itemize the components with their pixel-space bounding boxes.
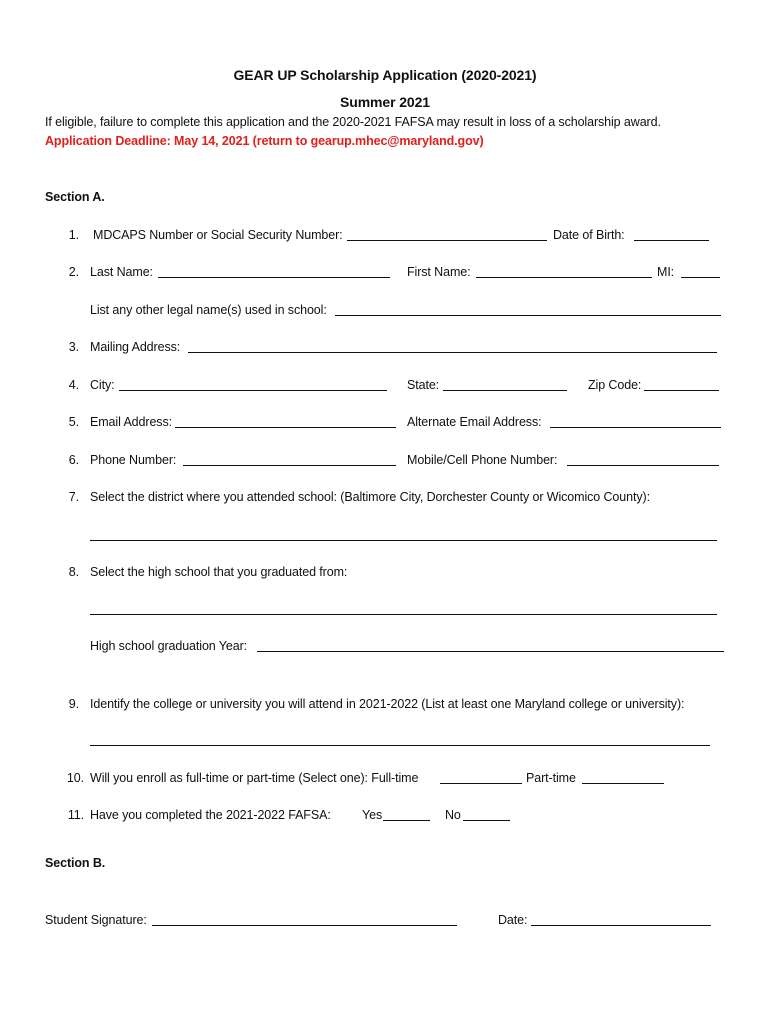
q5-number: 5. xyxy=(68,415,79,429)
mailing-address-field[interactable] xyxy=(188,352,717,353)
form-subtitle: Summer 2021 xyxy=(340,94,430,110)
student-signature-label: Student Signature: xyxy=(45,913,147,927)
fafsa-no-field[interactable] xyxy=(463,820,510,821)
q2-last-name-label: Last Name: xyxy=(90,265,153,279)
q4-zip-label: Zip Code: xyxy=(588,378,642,392)
college-field[interactable] xyxy=(90,745,710,746)
eligibility-notice: If eligible, failure to complete this application and the 2020-2021 FAFSA may result in loss of a scholarship award. xyxy=(45,115,661,129)
q4-state-label: State: xyxy=(407,378,440,392)
q10-enrollment-label: Will you enroll as full-time or part-time (Select one): Full-time xyxy=(90,771,419,785)
mdcaps-ssn-field[interactable] xyxy=(347,240,547,241)
other-legal-names-label: List any other legal name(s) used in school: xyxy=(90,303,327,317)
q7-district-label: Select the district where you attended school: (Baltimore City, Dorchester County or Wicomico County): xyxy=(90,490,650,504)
q5-alt-email-label: Alternate Email Address: xyxy=(407,415,542,429)
graduation-year-label: High school graduation Year: xyxy=(90,639,248,653)
q2-mi-label: MI: xyxy=(657,265,675,279)
q4-city-label: City: xyxy=(90,378,115,392)
q8-number: 8. xyxy=(68,565,79,579)
q2-first-name-label: First Name: xyxy=(407,265,471,279)
email-address-field[interactable] xyxy=(175,427,396,428)
graduation-year-field[interactable] xyxy=(257,651,724,652)
q6-mobile-label: Mobile/Cell Phone Number: xyxy=(407,453,558,467)
q10-number: 10. xyxy=(66,771,84,785)
full-time-field[interactable] xyxy=(440,783,522,784)
signature-date-field[interactable] xyxy=(531,925,711,926)
q9-number: 9. xyxy=(68,697,79,711)
section-a-heading: Section A. xyxy=(45,190,105,204)
q3-number: 3. xyxy=(68,340,79,354)
part-time-field[interactable] xyxy=(582,783,664,784)
middle-initial-field[interactable] xyxy=(681,277,720,278)
phone-number-field[interactable] xyxy=(183,465,396,466)
q7-number: 7. xyxy=(68,490,79,504)
section-b-heading: Section B. xyxy=(45,856,106,870)
zip-code-field[interactable] xyxy=(644,390,719,391)
form-title: GEAR UP Scholarship Application (2020-2021) xyxy=(233,67,537,83)
q11-yes-label: Yes xyxy=(362,808,383,822)
q4-number: 4. xyxy=(68,378,79,392)
high-school-field[interactable] xyxy=(90,614,717,615)
district-field[interactable] xyxy=(90,540,717,541)
q1-dob-label: Date of Birth: xyxy=(553,228,625,242)
q1-number: 1. xyxy=(68,228,79,242)
mobile-phone-field[interactable] xyxy=(567,465,719,466)
q8-high-school-label: Select the high school that you graduated from: xyxy=(90,565,348,579)
q5-email-label: Email Address: xyxy=(90,415,172,429)
q2-number: 2. xyxy=(68,265,79,279)
q6-number: 6. xyxy=(68,453,79,467)
q11-number: 11. xyxy=(67,808,84,822)
application-deadline: Application Deadline: May 14, 2021 (return to gearup.mhec@maryland.gov) xyxy=(45,134,484,148)
q1-mdcaps-label: MDCAPS Number or Social Security Number: xyxy=(93,228,343,242)
date-of-birth-field[interactable] xyxy=(634,240,709,241)
q6-phone-label: Phone Number: xyxy=(90,453,177,467)
first-name-field[interactable] xyxy=(476,277,652,278)
state-field[interactable] xyxy=(443,390,567,391)
other-legal-names-field[interactable] xyxy=(335,315,721,316)
q9-college-label: Identify the college or university you will attend in 2021-2022 (List at least one Maryland college or university): xyxy=(90,697,685,711)
q3-mailing-address-label: Mailing Address: xyxy=(90,340,181,354)
q10-part-time-label: Part-time xyxy=(526,771,576,785)
city-field[interactable] xyxy=(119,390,387,391)
q11-fafsa-label: Have you completed the 2021-2022 FAFSA: xyxy=(90,808,331,822)
last-name-field[interactable] xyxy=(158,277,390,278)
student-signature-field[interactable] xyxy=(152,925,457,926)
alternate-email-field[interactable] xyxy=(550,427,721,428)
q11-no-label: No xyxy=(445,808,461,822)
signature-date-label: Date: xyxy=(498,913,528,927)
fafsa-yes-field[interactable] xyxy=(383,820,430,821)
